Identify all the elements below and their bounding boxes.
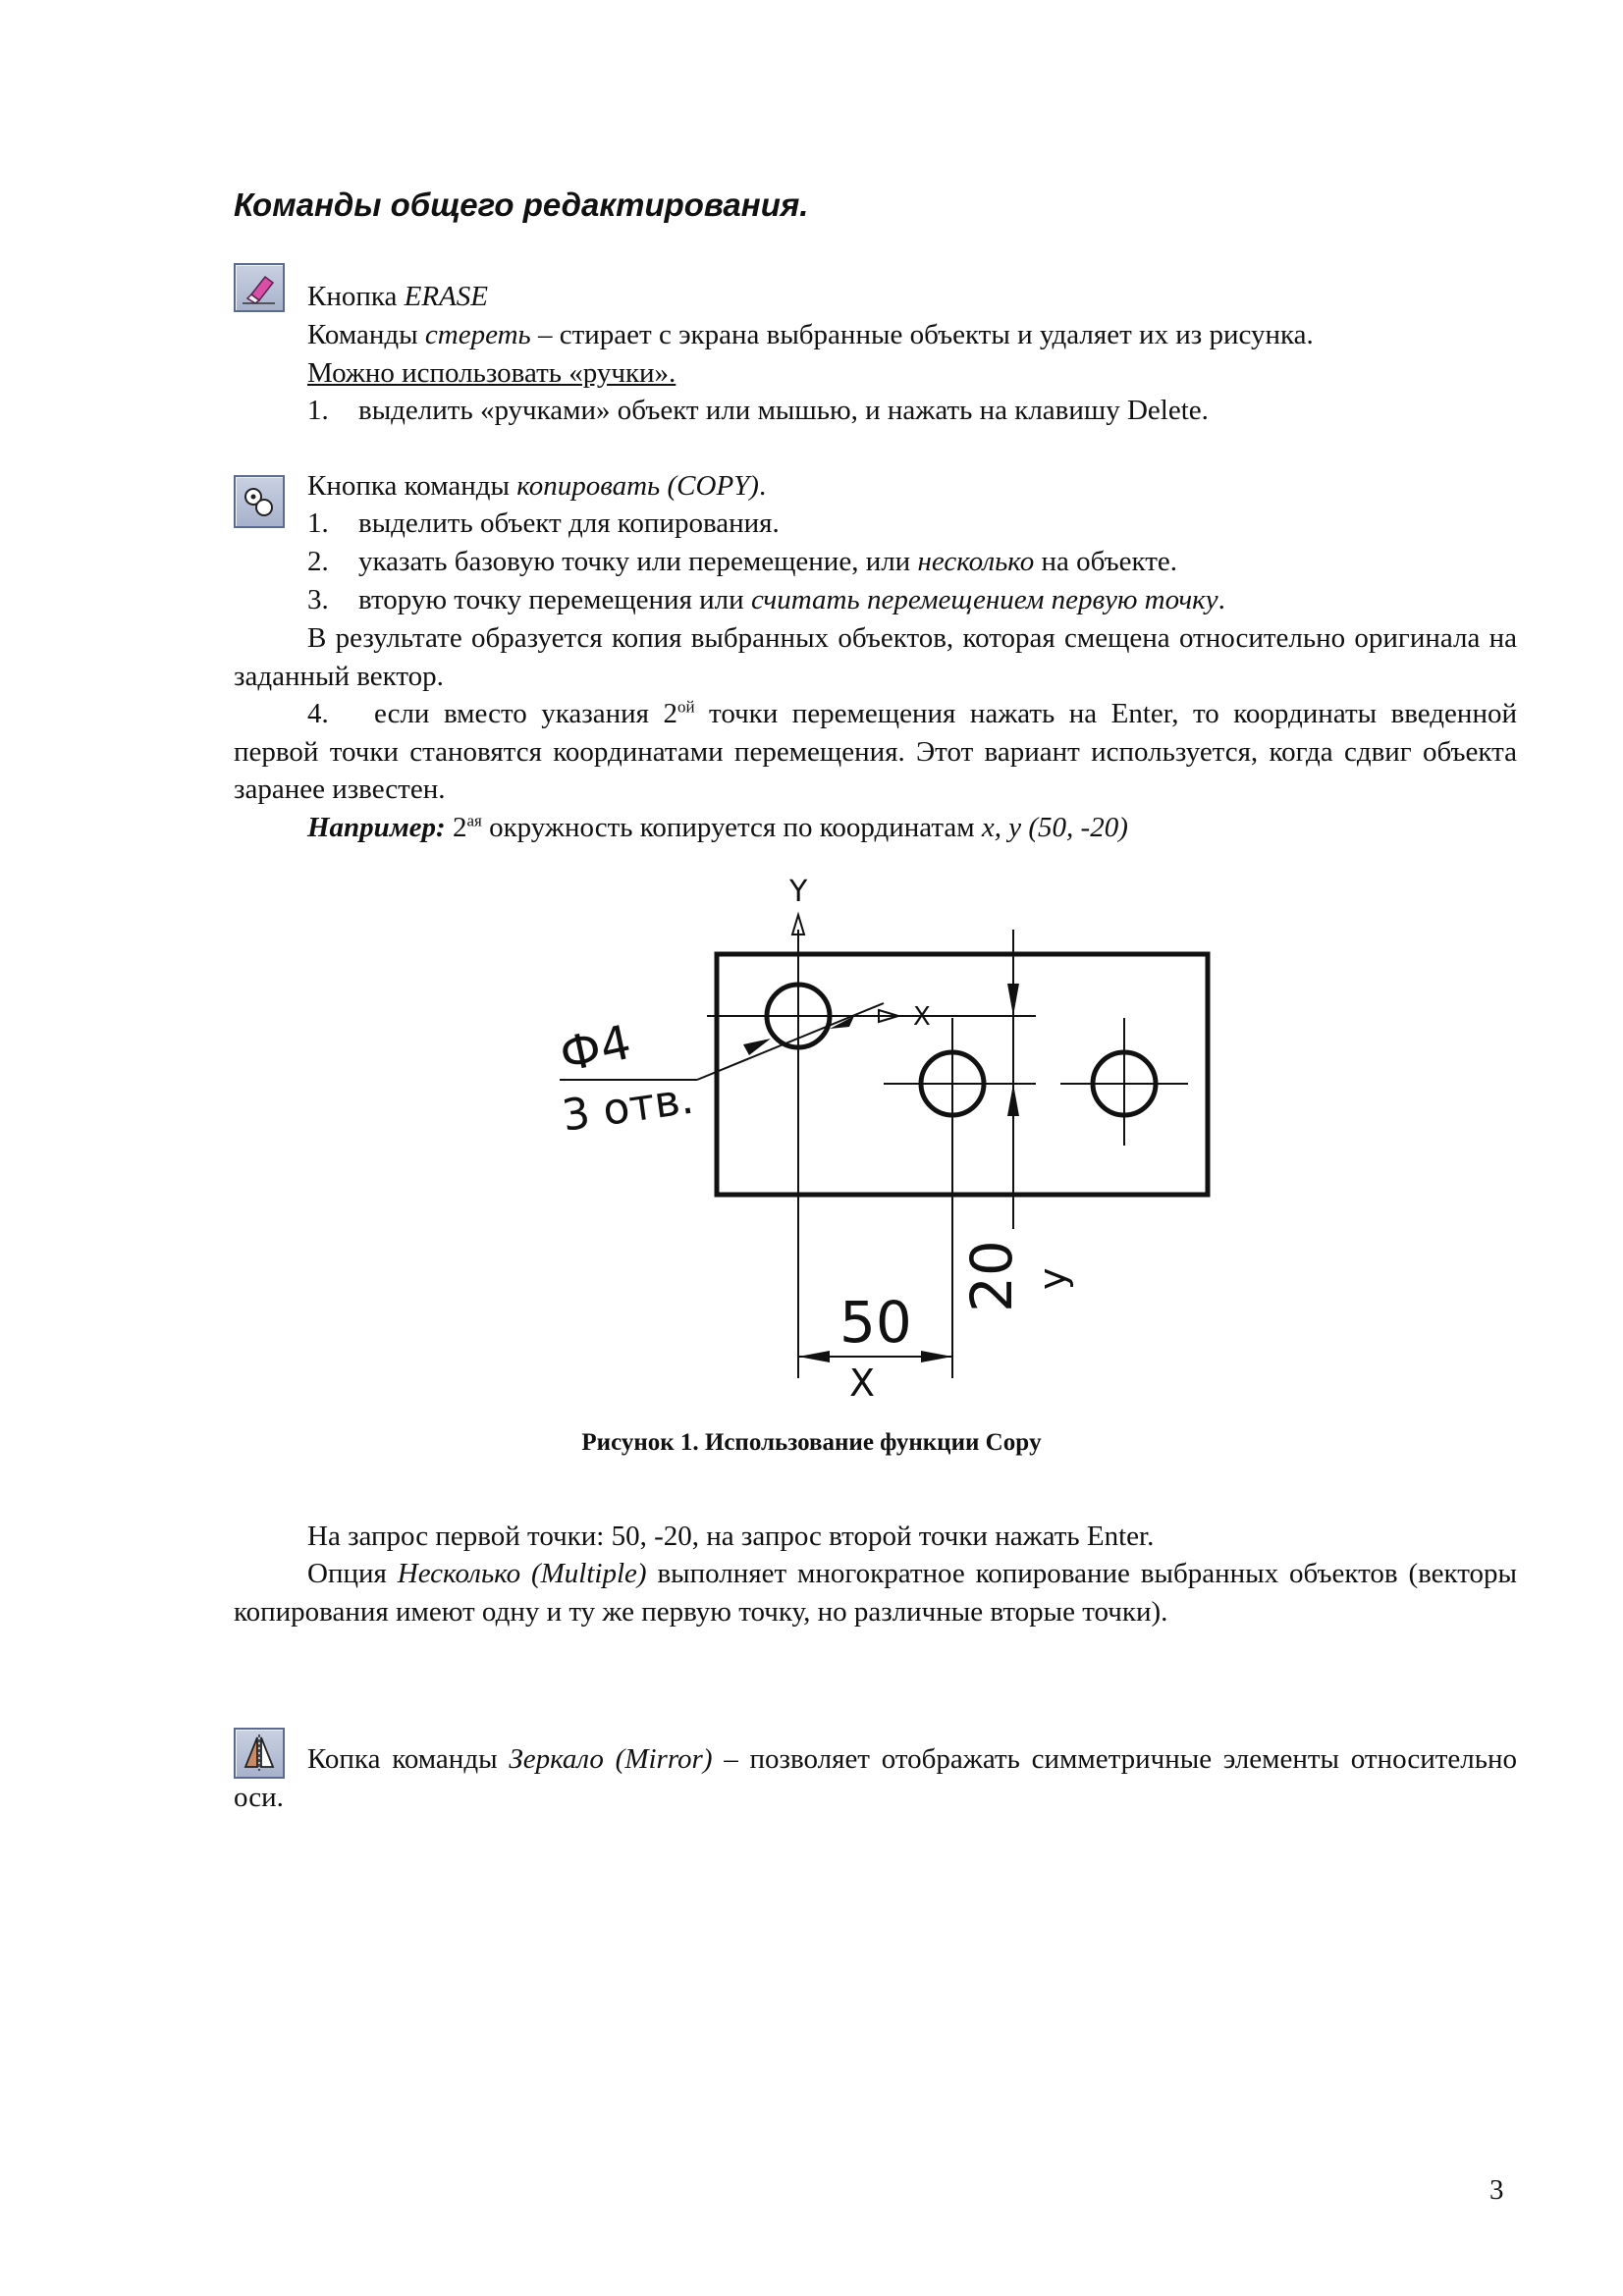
copy-title: Кнопка команды копировать (COPY). [307,470,767,502]
dim-x-variable: X [849,1362,876,1396]
dim-x-value: 50 [839,1289,912,1356]
copy-result-paragraph: В результате образуется копия выбранных объектов, которая смещена относительно оригинала на заданный вектор. [234,622,1517,692]
copy-step-1: 1. выделить объект для копирования. [307,507,780,539]
erase-step-1: 1. выделить «ручками» объект или мышью, и нажать на клавишу Delete. [307,395,1209,426]
holes-count-label: 3 отв. [559,1073,697,1142]
dim-y-variable: y [1031,1267,1074,1290]
x-axis-label: X [913,1002,931,1032]
copy-command-name: копировать (COPY) [516,470,759,502]
dim-x-arrow-right [921,1351,952,1362]
dim-y-value: 20 [958,1240,1025,1312]
figure-caption: Рисунок 1. Использование функции Copy [581,1429,1042,1456]
page-number: 3 [1489,2174,1504,2206]
dim-y-arrow-top [1007,984,1019,1016]
copy-step-2: 2. указать базовую точку или перемещение, или несколько на объекте. [307,546,1178,577]
leader-arrow-in [743,1039,771,1055]
mirror-paragraph: Копка команды Зеркало (Mirror) – позволяет отображать симметричные элементы относительно оси. [234,1743,1517,1813]
copy-drawing-figure [550,866,1237,1396]
mirror-command-name: Зеркало (Mirror) [509,1743,713,1775]
erase-grips-note: Можно использовать «ручки». [307,357,676,389]
eraser-icon[interactable] [234,263,285,312]
erase-description: Команды стереть – стирает с экрана выбранные объекты и удаляет их из рисунка. [307,319,1314,350]
copy-step-4-paragraph: 4. если вместо указания $2^{ой}$ точки перемещения нажать на Enter, то координаты введенной первой точки становятся координатами перемещения. Этот вариант используется, когда сдвиг объекта заранее известен. [234,697,1517,805]
erase-title: Кнопка ERASE [307,281,489,312]
multiple-option-paragraph: Опция Несколько (Multiple) выполняет многократное копирование выбранных объектов (векторы копирования имеют одну и ту же первую точку, но различные вторые точки). [234,1558,1518,1628]
dim-x-arrow-left [798,1351,830,1362]
copy-circles-icon[interactable] [234,475,285,528]
section-heading: Команды общего редактирования. [234,187,809,223]
leader-arrow-out [830,1016,854,1029]
dim-y-arrow-bottom [1007,1084,1019,1116]
copy-step-3: 3. вторую точку перемещения или считать перемещением первую точку. [307,584,1225,615]
example-label: Например: [307,812,446,843]
plate-outline [717,954,1208,1195]
erase-command-name: ERASE [404,281,489,312]
first-point-instruction: На запрос первой точки: 50, -20, на запрос второй точки нажать Enter. [307,1521,1155,1552]
y-axis-label: Y [789,875,808,909]
diameter-label: Ф4 [555,1014,636,1084]
copy-example: Например: $2^{ая}$ окружность копируется по координатам x, y (50, -20) [307,811,1128,843]
